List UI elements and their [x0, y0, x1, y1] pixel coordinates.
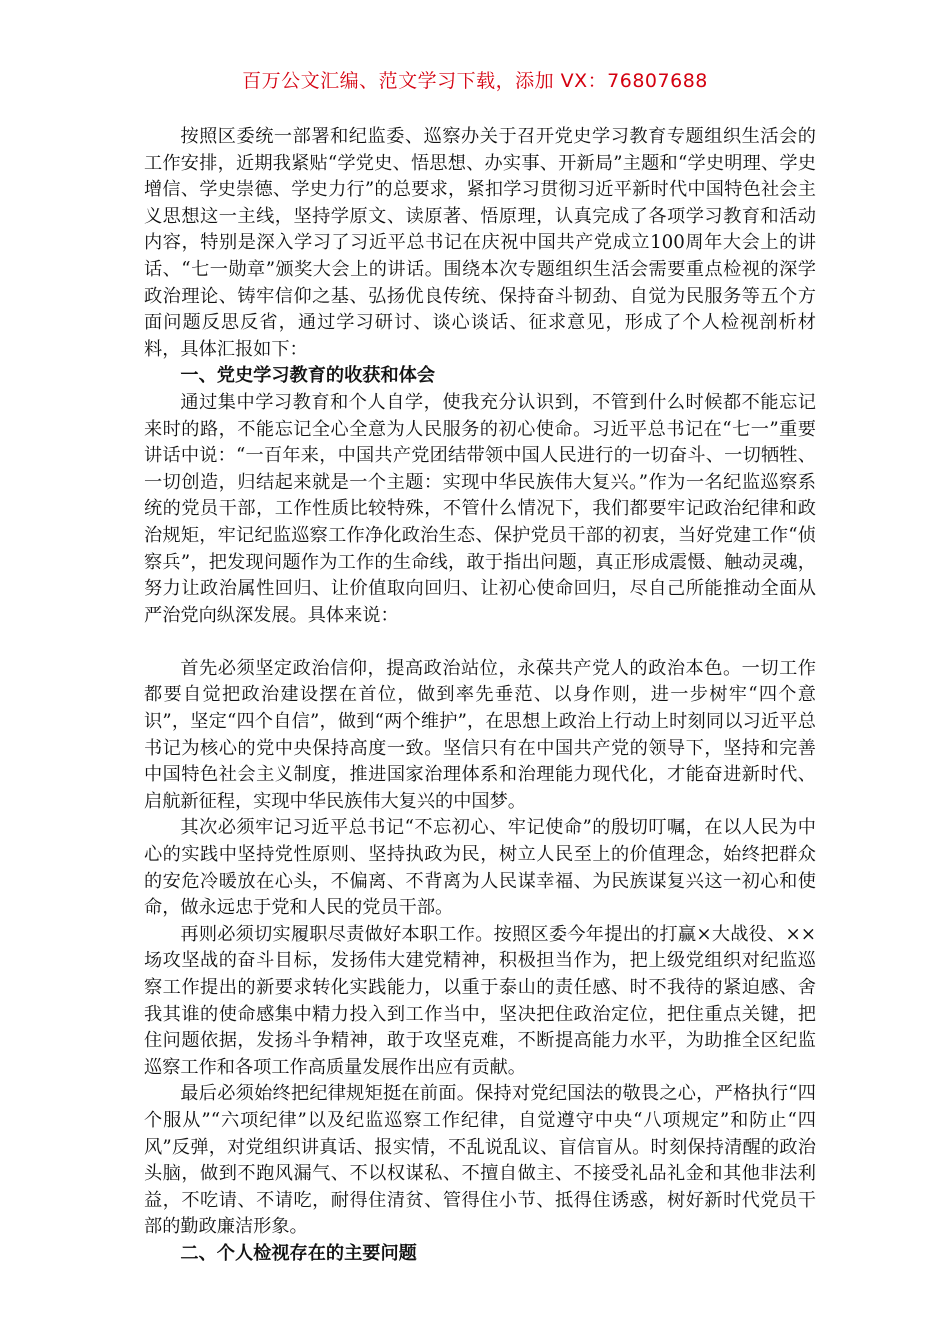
section1-heading: 一、党史学习教育的收获和体会: [180, 365, 436, 387]
intro-paragraph: 按照区委统一部署和纪监委、巡察办关于召开党史学习教育专题组织生活会的工作安排，近期我紧贴“学党史、悟思想、办实事、开新局”主题和“学史明理、学史增信、学史崇德、学史力行”的总要求，紧扣学习贯彻习近平新时代中国特色社会主义思想这一主线，坚持学原文、读原著、悟原理，认真完成了各项学习教育和活动内容，特别是深入学习了习近平总书记在庆祝中国共产党成立100周年大会上的讲话、“七一勋章”颁奖大会上的讲话。围绕本次专题组织生活会需要重点检视的深学政治理论、铸牢信仰之基、弘扬优良传统、保持奋斗韧劲、自觉为民服务等五个方面问题反思反省，通过学习研讨、谈心谈话、征求意见，形成了个人检视剖析材料，具体汇报如下：: [144, 126, 816, 360]
section2-heading: 二、个人检视存在的主要问题: [180, 1242, 417, 1264]
section1-paragraph-2: 首先必须坚定政治信仰，提高政治站位，永葆共产党人的政治本色。一切工作都要自觉把政治建设摆在首位，做到率先垂范、以身作则，进一步树牢“四个意识”，坚定“四个自信”，做到“两个维护”，在思想上政治上行动上时刻同以习近平总书记为核心的党中央保持高度一致。坚信只有在中国共产党的领导下，坚持和完善中国特色社会主义制度，推进国家治理体系和治理能力现代化，才能奋进新时代、启航新征程，实现中华民族伟大复兴的中国梦。: [144, 657, 816, 812]
section1-paragraph-1: 通过集中学习教育和个人自学，使我充分认识到，不管到什么时候都不能忘记来时的路，不能忘记全心全意为人民服务的初心使命。习近平总书记在“七一”重要讲话中说：“一百年来，中国共产党团结带领中国人民进行的一切奋斗、一切牺牲、一切创造，归结起来就是一个主题：实现中华民族伟大复兴。”作为一名纪监巡察系统的党员干部，工作性质比较特殊，不管什么情况下，我们都要牢记政治纪律和政治规矩，牢记纪监巡察工作净化政治生态、保护党员干部的初衷，当好党建工作“侦察兵”，把发现问题作为工作的生命线，敢于指出问题，真正形成震慑、触动灵魂，努力让政治属性回归、让价值取向回归、让初心使命回归，尽自己所能推动全面从严治党向纵深发展。具体来说：: [144, 391, 816, 626]
section1-paragraph-4: 再则必须切实履职尽责做好本职工作。按照区委今年提出的打赢×大战役、××场攻坚战的奋斗目标，发扬伟大建党精神，积极担当作为，把上级党组织对纪监巡察工作提出的新要求转化实践能力，以重于泰山的责任感、时不我待的紧迫感、舍我其谁的使命感集中精力投入到工作当中，坚决把住政治定位，把住重点关键，把住问题依据，发扬斗争精神，敢于攻坚克难，不断提高能力水平，为助推全区纪监巡察工作和各项工作高质量发展作出应有贡献。: [144, 923, 816, 1078]
paragraph-gap: [144, 629, 816, 656]
section1-paragraph-3: 其次必须牢记习近平总书记“不忘初心、牢记使命”的殷切叮嘱，在以人民为中心的实践中坚持党性原则、坚持执政为民，树立人民至上的价值理念，始终把群众的安危冷暖放在心头，不偏离、不背离为人民谋幸福、为民族谋复兴这一初心和使命，做永远忠于党和人民的党员干部。: [144, 817, 816, 919]
document-body: [144, 124, 816, 1268]
section1-paragraph-5: 最后必须始终把纪律规矩挺在前面。保持对党纪国法的敬畏之心，严格执行“四个服从”“六项纪律”以及纪监巡察工作纪律，自觉遵守中央“八项规定”和防止“四风”反弹，对党组织讲真话、报实情，不乱说乱议、盲信盲从。时刻保持清醒的政治头脑，做到不跑风漏气、不以权谋私、不擅自做主、不接受礼品礼金和其他非法利益，不吃请、不请吃，耐得住清贫、管得住小节、抵得住诱惑，树好新时代党员干部的勤政廉洁形象。: [144, 1083, 816, 1238]
header-banner: 百万公文汇编、范文学习下载，添加 VX：76807688: [242, 70, 708, 92]
